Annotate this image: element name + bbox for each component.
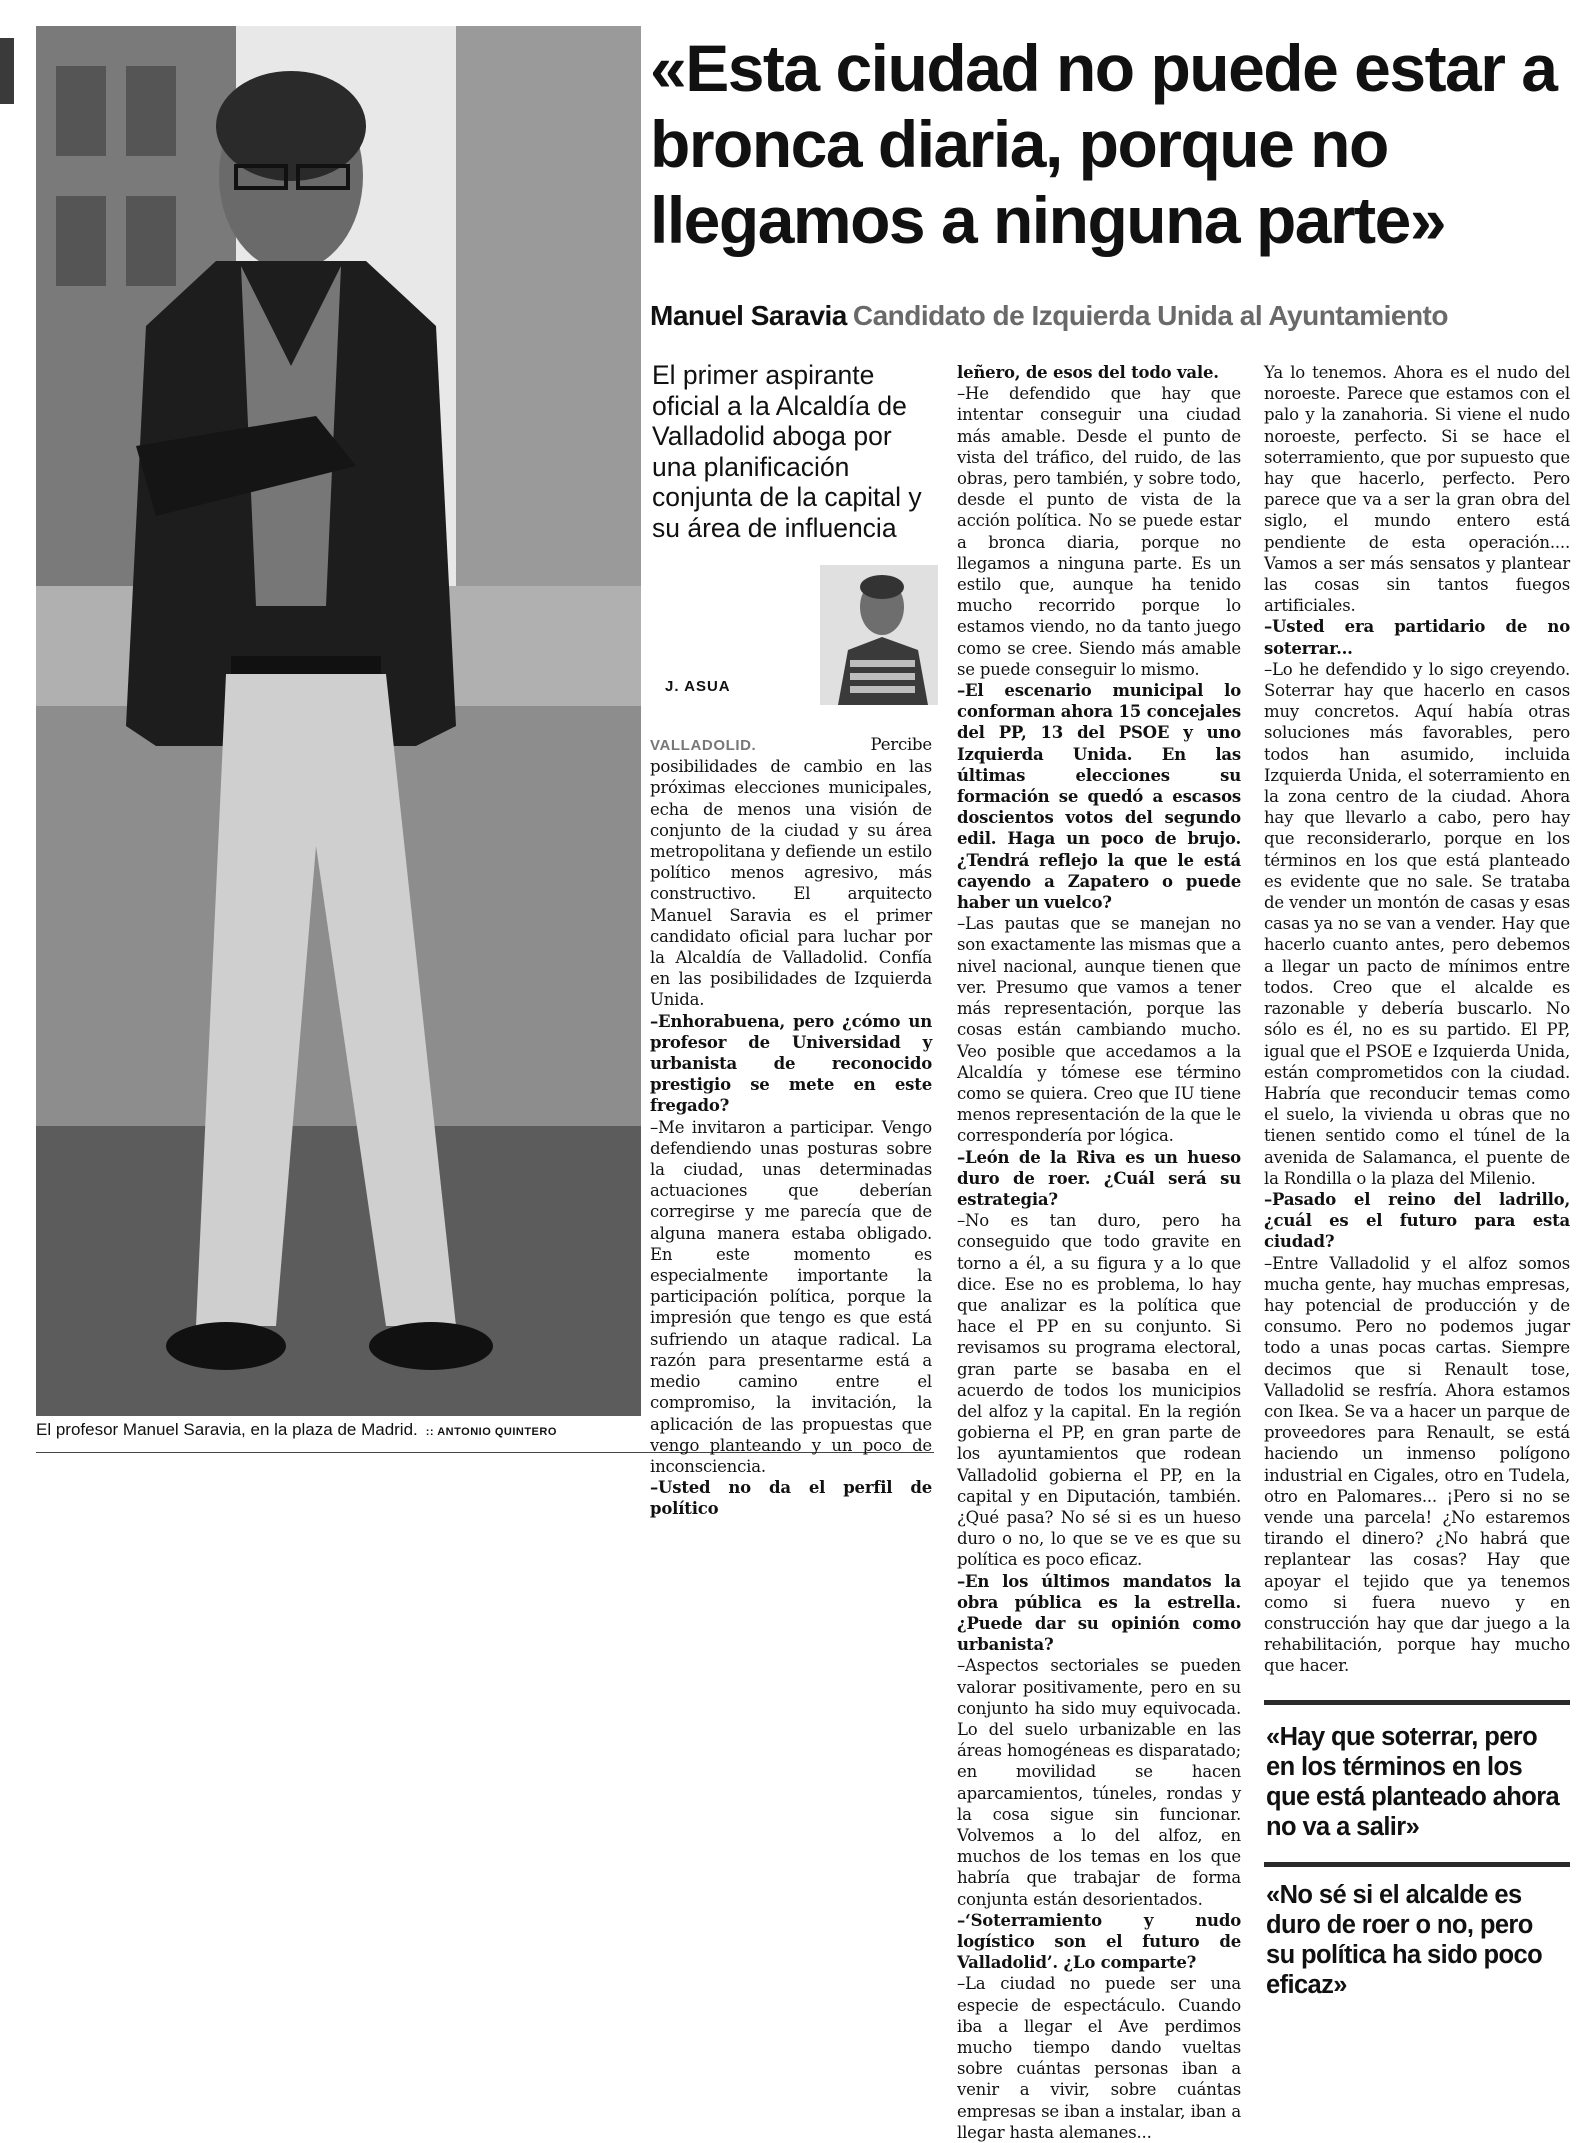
interview-answer: –No es tan duro, pero ha conseguido que todo gravite en torno a él, a su figura y a lo que dice. Ese no es problema, lo hay que analizar es la política que hace el PP en su conjunto. Si revisamos su programa electoral, gran parte se basaba en el acuerdo de todos los municipios del alfoz y la capital. En la región gobierna el PP, en gran parte de los ayuntamientos que rodean Valladolid gobierna el PP, en la capital y en Diputación, también. ¿Qué pasa? No sé si es un hueso duro o no, lo que se ve es que su política es poco eficaz. [957,1211,1241,1570]
byline-name: Manuel Saravia [650,300,847,331]
page-edge-mark [0,38,14,104]
lead-paragraph: VALLADOLID. Percibe posibilidades de cambio en las próximas elecciones municipales, echa de menos una visión de conjunto de la ciudad y su área metropolitana y defiende un estilo político menos agresivo, más constructivo. El arquitecto Manuel Saravia es el primer candidato oficial para luchar por la Alcaldía de Valladolid. Confía en las posibilidades de Izquierda Unida. [650,735,932,1010]
pullquote-2: «No sé si el alcalde es duro de roer o no, pero su política ha sido poco eficaz» [1266,1881,1543,1999]
interview-question: leñero, de esos del todo vale. [957,363,1219,382]
interview-answer: –Me invitaron a participar. Vengo defendiendo unas posturas sobre la ciudad, unas determinadas actuaciones que deberían corregirse y me parecía que de alguna manera estaba obligado. En este momento es especialmente importante la participación política, porque la impresión que tengo es que está sufriendo un ataque radical. La razón para presentarme está a medio camino entre el compromiso, la invitación, la aplicación de las propuestas que vengo planteando y un poco de inconsciencia. [650,1117,932,1476]
interview-answer: –Las pautas que se manejan no son exactamente las mismas que a nivel nacional, aunque tienen que ver. Presumo que vamos a tener más representación, porque las cosas están cambiando mucho. Veo posible que accedamos a la Alcaldía y tómese ese término como se quiera. Creo que IU tiene menos representación de la que le correspondería por lógica. [957,914,1241,1146]
pullquote-rule [1264,1700,1570,1705]
photo-caption [36,1420,736,1440]
byline [650,300,1580,332]
pullquote-1: «Hay que soterrar, pero en los términos en los que está planteado ahora no va a salir» [1266,1723,1560,1841]
byline-role: Candidato de Izquierda Unida al Ayuntamiento [852,300,1448,331]
article-column-1 [650,734,932,1520]
interview-question: –Pasado el reino del ladrillo, ¿cuál es el futuro para esta ciudad? [1264,1189,1570,1252]
author-credit: J. ASUA [665,678,731,695]
dateline: VALLADOLID. [650,737,757,754]
article-column-2 [957,362,1241,2143]
candidate-photo [36,26,641,1416]
headline: «Esta ciudad no puede estar a bronca diaria, porque no llegamos a ninguna parte» [650,31,1557,257]
interview-answer: –He defendido que hay que intentar conseguir una ciudad más amable. Desde el punto de vista del tráfico, del ruido, de las obras, pero también, y sobre todo, desde el punto de vista de la acción política. No se puede estar a bronca diaria, porque no llegamos a ninguna parte. Es un estilo que, aunque ha tenido mucho recorrido porque lo estamos viendo, no da tanto juego como se cree. Siendo más amable se puede conseguir lo mismo. [957,384,1241,679]
candidate-photo-illustration [36,26,641,1416]
interview-question: –En los últimos mandatos la obra pública es la estrella. ¿Puede dar su opinión como urbanista? [957,1571,1241,1655]
interview-question: –Usted no da el perfil de político [650,1478,932,1519]
interview-question: –León de la Riva es un hueso duro de roer. ¿Cuál será su estrategia? [957,1147,1241,1209]
photo-credit: :: ANTONIO QUINTERO [425,1426,557,1438]
interview-answer: –Aspectos sectoriales se pueden valorar positivamente, pero en su conjunto ha sido muy equivocada. Lo del suelo urbanizable en las áreas homogéneas es disparatado; en movilidad se hacen aparcamientos, túneles, rondas y la cosa sigue sin funcionar. Volvemos a lo del alfoz, en muchos de los temas en los que habría que trabajar de forma conjunta están desorientados. [957,1656,1241,1909]
article-column-3 [1264,362,1570,1677]
pullquote-rule [1264,1862,1570,1867]
caption-text: El profesor Manuel Saravia, en la plaza de Madrid. [36,1420,418,1439]
interview-answer: –Lo he defendido y lo sigo creyendo. Soterrar hay que hacerlo en casos muy concretos. Aquí había otras soluciones más favorables, pero todos han asumido, incluida Izquierda Unida, el soterramiento en la zona centro de la ciudad. Ahora hay que llevarlo a cabo, pero hay que reconsiderarlo, porque en los términos en los que está planteado es evidente que no sale. Se trataba de vender un montón de casas y esas casas ya no se van a vender. Hay que hacerlo cuanto antes, pero debemos a llegar un pacto de mínimos entre todos. Creo que el alcalde es razonable y debería buscarlo. No sólo es él, no es su partido. El PP, igual que el PSOE e Izquierda Unida, están comprometidos con la ciudad. Habría que reconducir temas como el suelo, la vivienda u obras que no tienen sentido como el túnel de la avenida de Salamanca, el puente de la Rondilla o la plaza del Milenio. [1264,659,1570,1188]
interview-answer: –La ciudad no puede ser una especie de espectáculo. Cuando iba a llegar el Ave perdimos mucho tiempo dando vueltas sobre cuántas personas iban a venir a vivir, sobre cuántas empresas se iban a instalar, iban a llegar hasta alemanes... [957,1974,1241,2142]
author-photo [820,565,938,705]
interview-question: –Usted era partidario de no soterrar... [1264,617,1570,658]
interview-question: –Enhorabuena, pero ¿cómo un profesor de Universidad y urbanista de reconocido prestigio se mete en este fregado? [650,1011,932,1116]
author-photo-illustration [820,565,938,705]
interview-answer: Ya lo tenemos. Ahora es el nudo del noroeste. Parece que estamos con el palo y la zanahoria. Si viene el nudo noroeste, perfecto. Si se hace el soterramiento, que por supuesto que hay que hacerlo, perfecto. Pero parece que va a ser la gran obra del siglo, el mundo entero está pendiente de esta operación.... Vamos a ser más sensatos y plantear las cosas sin tantos fuegos artificiales. [1264,363,1570,616]
interview-question: –‘Soterramiento y nudo logístico son el futuro de Valladolid’. ¿Lo comparte? [957,1910,1241,1973]
interview-question: –El escenario municipal lo conforman ahora 15 concejales del PP, 13 del PSOE y uno Izquierda Unida. En las últimas elecciones su formación se quedó a escasos doscientos votos del segundo edil. Haga un poco de brujo. ¿Tendrá reflejo la que le está cayendo a Zapatero o puede haber un vuelco? [957,681,1241,913]
subhead: El primer aspirante oficial a la Alcaldía de Valladolid aboga por una planificación conjunta de la capital y su área de influencia [652,360,922,543]
interview-answer: –Entre Valladolid y el alfoz somos mucha gente, hay muchas empresas, hay potencial de producción y de consumo. Pero no podemos jugar todo a unas pocas cartas. Siempre decimos que si Renault tose, Valladolid se resfría. Ahora estamos con Ikea. Se va a hacer un parque de proveedores para Renault, se está haciendo un inmenso polígono industrial en Cigales, otro en Tudela, otro en Palomares... ¡Pero si no se vende una parcela! ¿No estaremos tirando el dinero? ¿No habrá que replantear las cosas? Hay que apoyar el tejido que ya tenemos como si fuera nuevo y en construcción hay que dar juego a la rehabilitación, porque hay mucho que hacer. [1264,1253,1570,1676]
